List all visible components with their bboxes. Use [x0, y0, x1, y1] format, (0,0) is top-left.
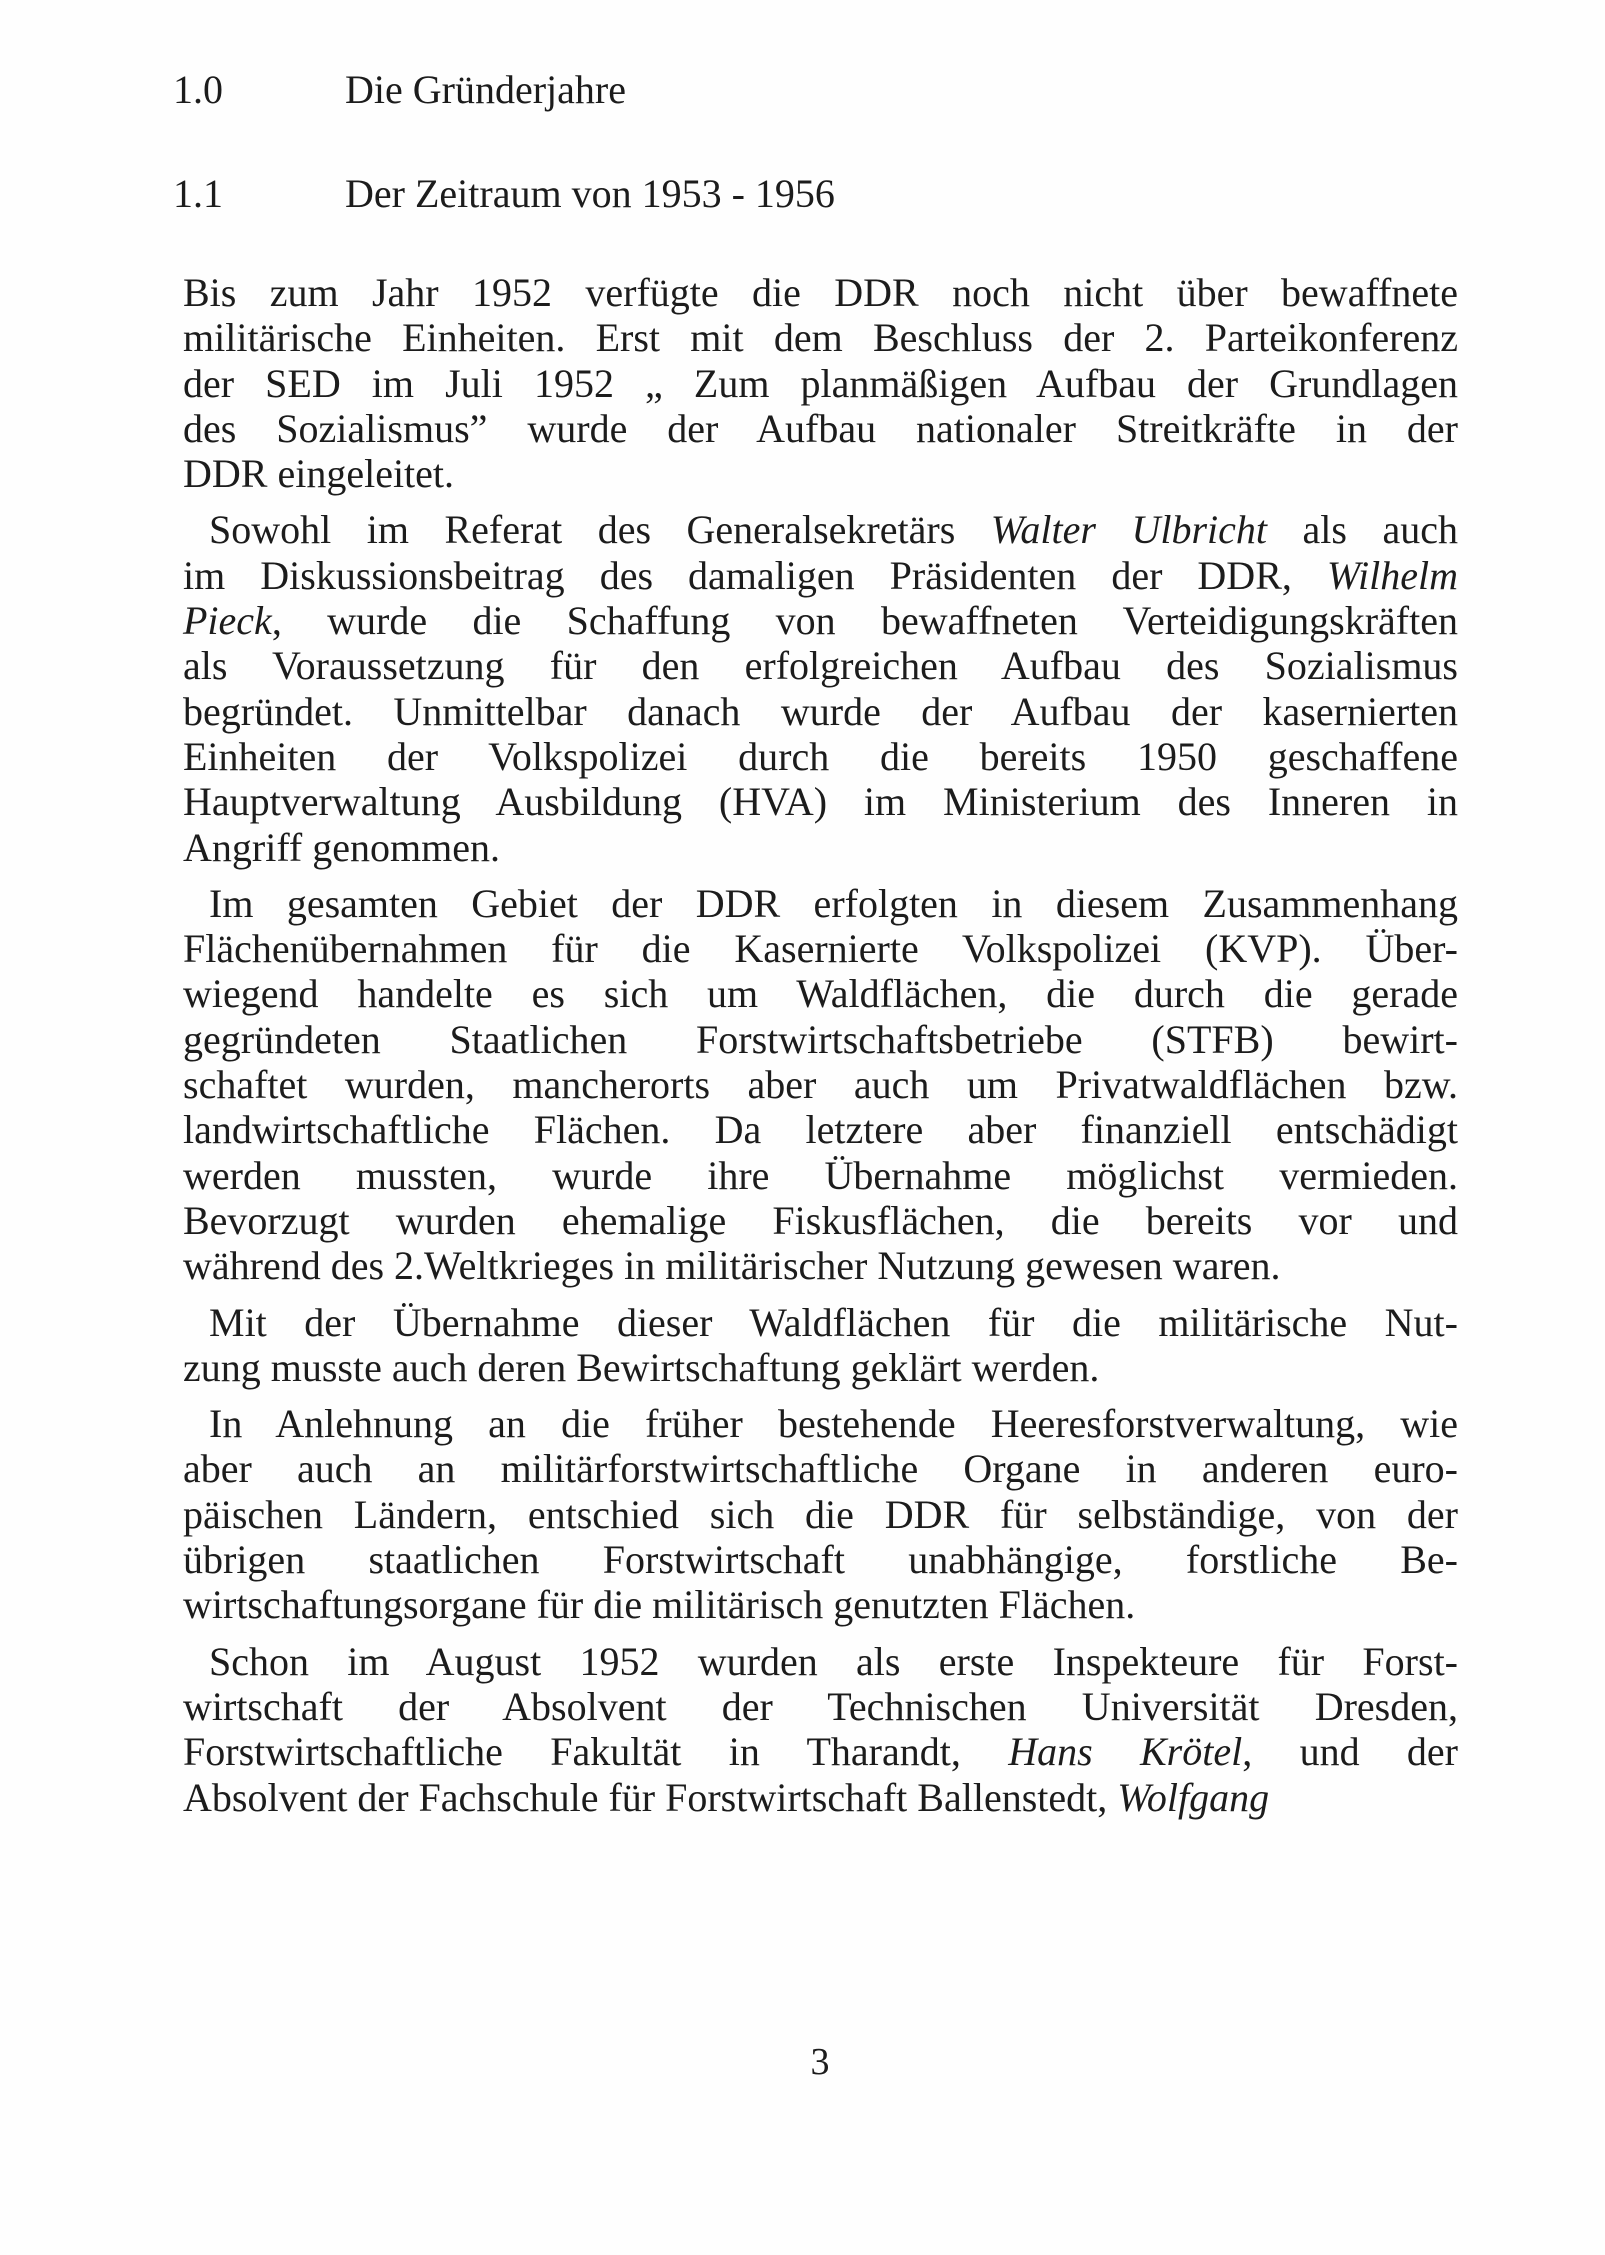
text-line [183, 1401, 1458, 1446]
text-line [183, 553, 1458, 598]
text-run: wirtschaftungsorgane für die militärisch genutzten Flächen. [183, 1582, 1136, 1628]
text-run: Hauptverwaltung Ausbildung (HVA) im Ministerium des Inneren in [183, 779, 1458, 825]
text-line [183, 1300, 1458, 1345]
text-run: Schon im August 1952 wurden als erste Inspekteure für Forst- [209, 1638, 1458, 1684]
text-run: begründet. Unmittelbar danach wurde der Aufbau der kasernierten [183, 688, 1458, 734]
chapter-heading [173, 66, 626, 114]
text-run: Absolvent der Fachschule für Forstwirtschaft Ballenstedt, [183, 1774, 1118, 1820]
text-line [183, 1062, 1458, 1107]
text-run: wiegend handelte es sich um Waldflächen, die durch die gerade [183, 971, 1458, 1017]
text-line [183, 406, 1458, 451]
text-line [183, 1198, 1458, 1243]
text-run: als auch [1267, 507, 1459, 553]
text-run: Mit der Übernahme dieser Waldflächen für die militärische Nut- [209, 1299, 1458, 1345]
text-line [183, 361, 1458, 406]
text-line [183, 926, 1458, 971]
text-line [183, 1446, 1458, 1491]
text-line [183, 689, 1458, 734]
text-run: im Diskussionsbeitrag des damaligen Präsidenten der DDR, [183, 552, 1327, 598]
text-line [183, 1684, 1458, 1729]
italic-name: Pieck [183, 598, 272, 644]
italic-name: Hans Krötel [1008, 1729, 1243, 1775]
text-run: gegründeten Staatlichen Forstwirtschaftsbetriebe (STFB) bewirt- [183, 1016, 1458, 1062]
text-run: landwirtschaftliche Flächen. Da letztere aber finanziell entschädigt [183, 1107, 1458, 1153]
text-line [183, 1775, 1458, 1820]
text-run: schaftet wurden, mancherorts aber auch um Privatwaldflächen bzw. [183, 1062, 1458, 1108]
text-line [183, 1017, 1458, 1062]
text-run: übrigen staatlichen Forstwirtschaft unabhängige, forstliche Be- [183, 1537, 1458, 1583]
text-run: , wurde die Schaffung von bewaffneten Verteidigungskräften [271, 598, 1458, 644]
text-line [183, 451, 1458, 496]
italic-name: Wolfgang [1117, 1774, 1270, 1820]
text-run: des Sozialismus” wurde der Aufbau nationaler Streitkräfte in der [183, 405, 1458, 451]
text-run: päischen Ländern, entschied sich die DDR für selbständige, von der [183, 1491, 1458, 1537]
text-run: wirtschaft der Absolvent der Technischen Universität Dresden, [183, 1683, 1458, 1729]
text-run: werden mussten, wurde ihre Übernahme möglichst vermieden. [183, 1152, 1458, 1198]
text-run: Im gesamten Gebiet der DDR erfolgten in diesem Zusammenhang [209, 880, 1458, 926]
text-run: Einheiten der Volkspolizei durch die bereits 1950 geschaffene [183, 733, 1458, 779]
text-run: zung musste auch deren Bewirtschaftung geklärt werden. [183, 1344, 1100, 1390]
text-run: der SED im Juli 1952 „ Zum planmäßigen Aufbau der Grundlagen [183, 360, 1458, 406]
text-line [183, 779, 1458, 824]
text-run: Sowohl im Referat des Generalsekretärs [209, 507, 991, 553]
chapter-title: Die Gründerjahre [345, 67, 626, 112]
text-line [183, 1345, 1458, 1390]
chapter-number: 1.0 [173, 67, 223, 112]
body-text [183, 270, 1458, 1820]
text-line [183, 1107, 1458, 1152]
text-line [183, 1582, 1458, 1627]
italic-name: Wilhelm [1326, 552, 1458, 598]
text-run: Bis zum Jahr 1952 verfügte die DDR noch nicht über bewaffnete [183, 270, 1458, 315]
text-line [183, 971, 1458, 1016]
text-run: während des 2.Weltkrieges in militärischer Nutzung gewesen waren. [183, 1243, 1281, 1289]
text-line [183, 1537, 1458, 1582]
text-run: militärische Einheiten. Erst mit dem Beschluss der 2. Parteikonferenz [183, 315, 1458, 361]
text-run: aber auch an militärforstwirtschaftliche Organe in anderen euro- [183, 1446, 1458, 1492]
text-line [183, 315, 1458, 360]
section-heading [173, 170, 835, 218]
text-run: DDR eingeleitet. [183, 451, 455, 497]
text-line [183, 643, 1458, 688]
text-run: Bevorzugt wurden ehemalige Fiskusflächen, die bereits vor und [183, 1197, 1458, 1243]
text-run: , und der [1242, 1729, 1458, 1775]
italic-name: Walter Ulbricht [990, 507, 1268, 553]
text-run: In Anlehnung an die früher bestehende Heeresforstverwaltung, wie [209, 1401, 1458, 1447]
text-line [183, 734, 1458, 779]
text-line [183, 825, 1458, 870]
text-line [183, 598, 1458, 643]
section-number: 1.1 [173, 171, 223, 216]
text-line [183, 1243, 1458, 1288]
page-number: 3 [810, 2041, 830, 2083]
text-line [183, 881, 1458, 926]
section-title: Der Zeitraum von 1953 - 1956 [345, 171, 835, 216]
text-line [183, 1639, 1458, 1684]
text-line [183, 1729, 1458, 1774]
text-run: Forstwirtschaftliche Fakultät in Tharandt, [183, 1729, 1009, 1775]
text-run: Angriff genommen. [183, 824, 500, 870]
text-run: Flächenübernahmen für die Kasernierte Volkspolizei (KVP). Über- [183, 926, 1458, 972]
text-line [183, 1492, 1458, 1537]
text-line [183, 1153, 1458, 1198]
text-line [183, 507, 1458, 552]
text-line [183, 270, 1458, 315]
text-run: als Voraussetzung für den erfolgreichen Aufbau des Sozialismus [183, 643, 1458, 689]
